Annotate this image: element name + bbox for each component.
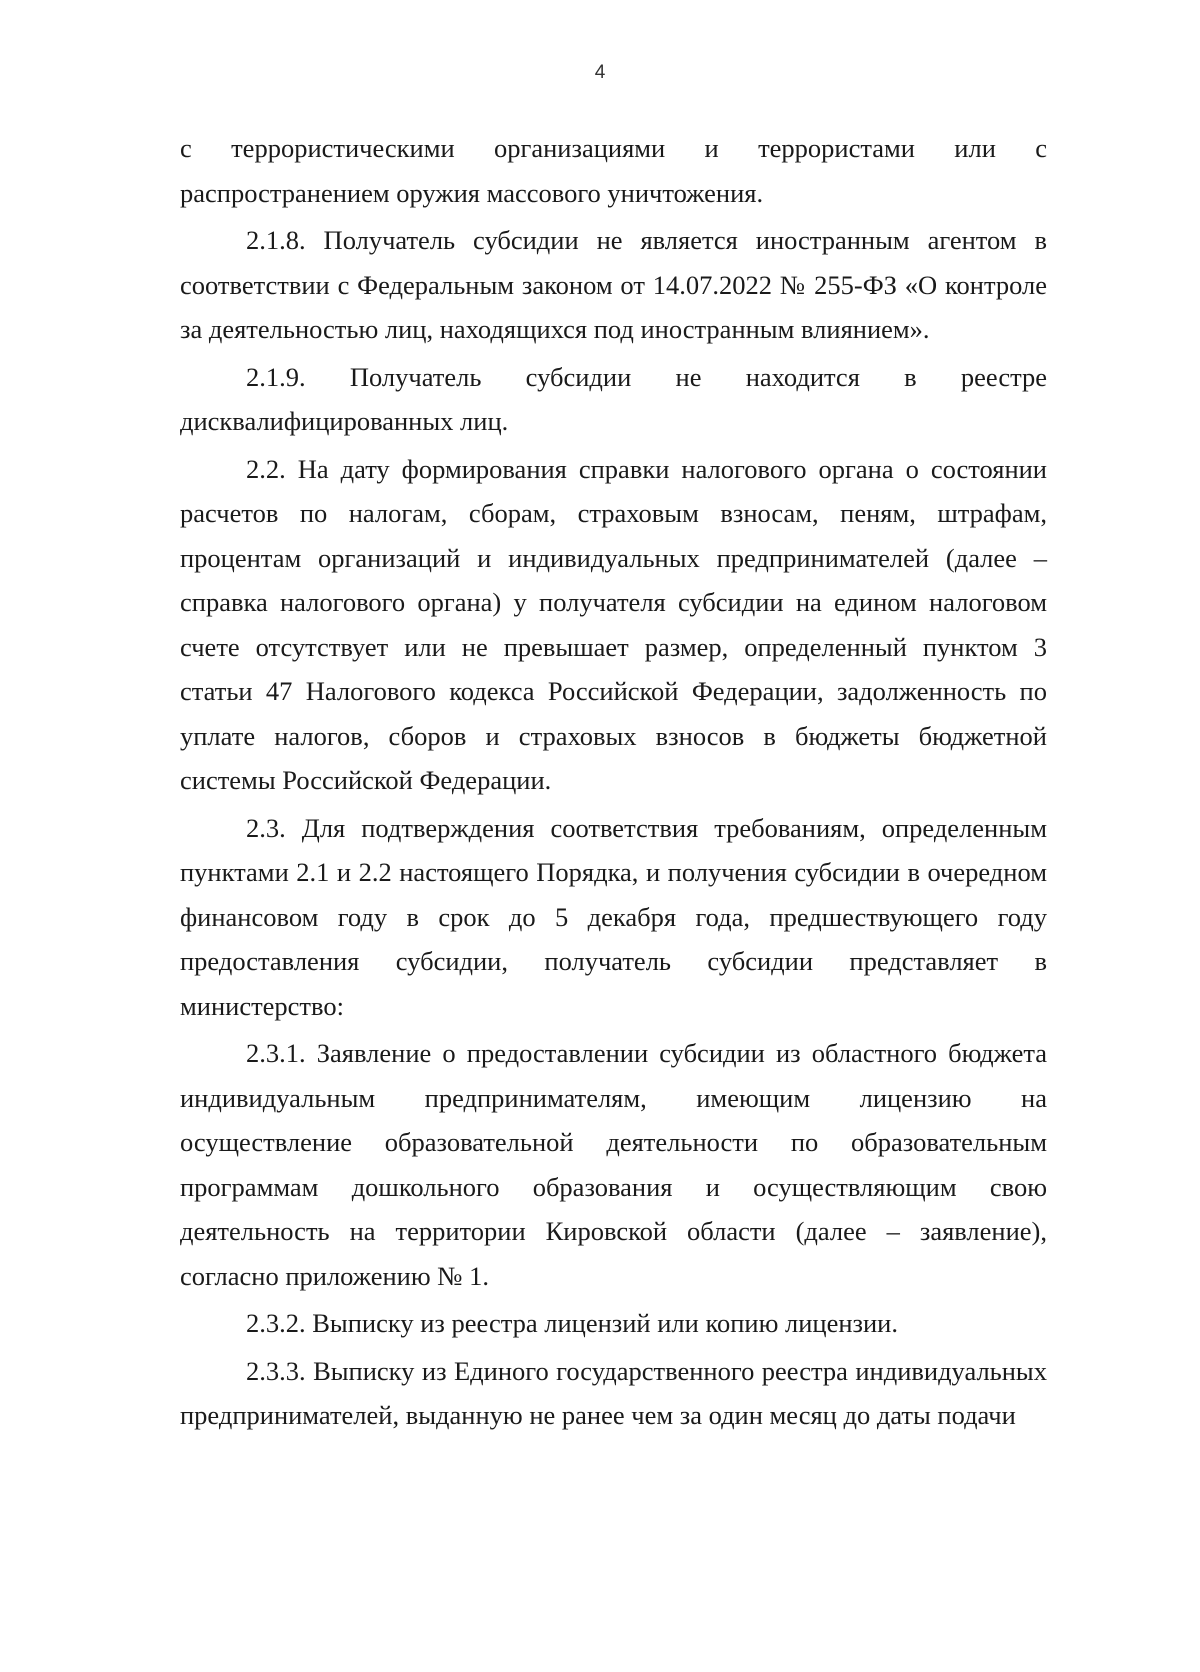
paragraph-2-1-9: 2.1.9. Получатель субсидии не находится в реестре дисквалифицированных лиц. xyxy=(180,361,1047,436)
paragraph-2-3-1: 2.3.1. Заявление о предоставлении субсидии из областного бюджета индивидуальным предпринимателям, имеющим лицензию на осуществление образовательной деятельности по образовательным программам дошкольного образования и осуществляющим свою деятельность на территории Кировской области (далее – заявление), согласно приложению № 1. xyxy=(180,1038,1047,1291)
page-number: 4 xyxy=(594,62,606,83)
document-body xyxy=(180,126,1047,1441)
paragraph-2-3-3: 2.3.3. Выписку из Единого государственного реестра индивидуальных предпринимателей, выданную не ранее чем за один месяц до даты подачи xyxy=(180,1355,1047,1430)
paragraph-2-2: 2.2. На дату формирования справки налогового органа о состоянии расчетов по налогам, сборам, страховым взносам, пеням, штрафам, процентам организаций и индивидуальных предпринимателей (далее – справка налогового органа) у получателя субсидии на едином налоговом счете отсутствует или не превышает размер, определенный пунктом 3 статьи 47 Налогового кодекса Российской Федерации, задолженность по уплате налогов, сборов и страховых взносов в бюджеты бюджетной системы Российской Федерации. xyxy=(180,453,1047,795)
paragraph-2-3-2: 2.3.2. Выписку из реестра лицензий или копию лицензии. xyxy=(246,1308,898,1338)
paragraph-2-1-8: 2.1.8. Получатель субсидии не является иностранным агентом в соответствии с Федеральным законом от 14.07.2022 № 255-ФЗ «О контроле за деятельностью лиц, находящихся под иностранным влиянием». xyxy=(180,225,1047,344)
paragraph-continuation: с террористическими организациями и террористами или с распространением оружия массового уничтожения. xyxy=(180,133,1047,208)
paragraph-2-3: 2.3. Для подтверждения соответствия требованиям, определенным пунктами 2.1 и 2.2 настоящего Порядка, и получения субсидии в очередном финансовом году в срок до 5 декабря года, предшествующего году предоставления субсидии, получатель субсидии представляет в министерство: xyxy=(180,812,1047,1021)
